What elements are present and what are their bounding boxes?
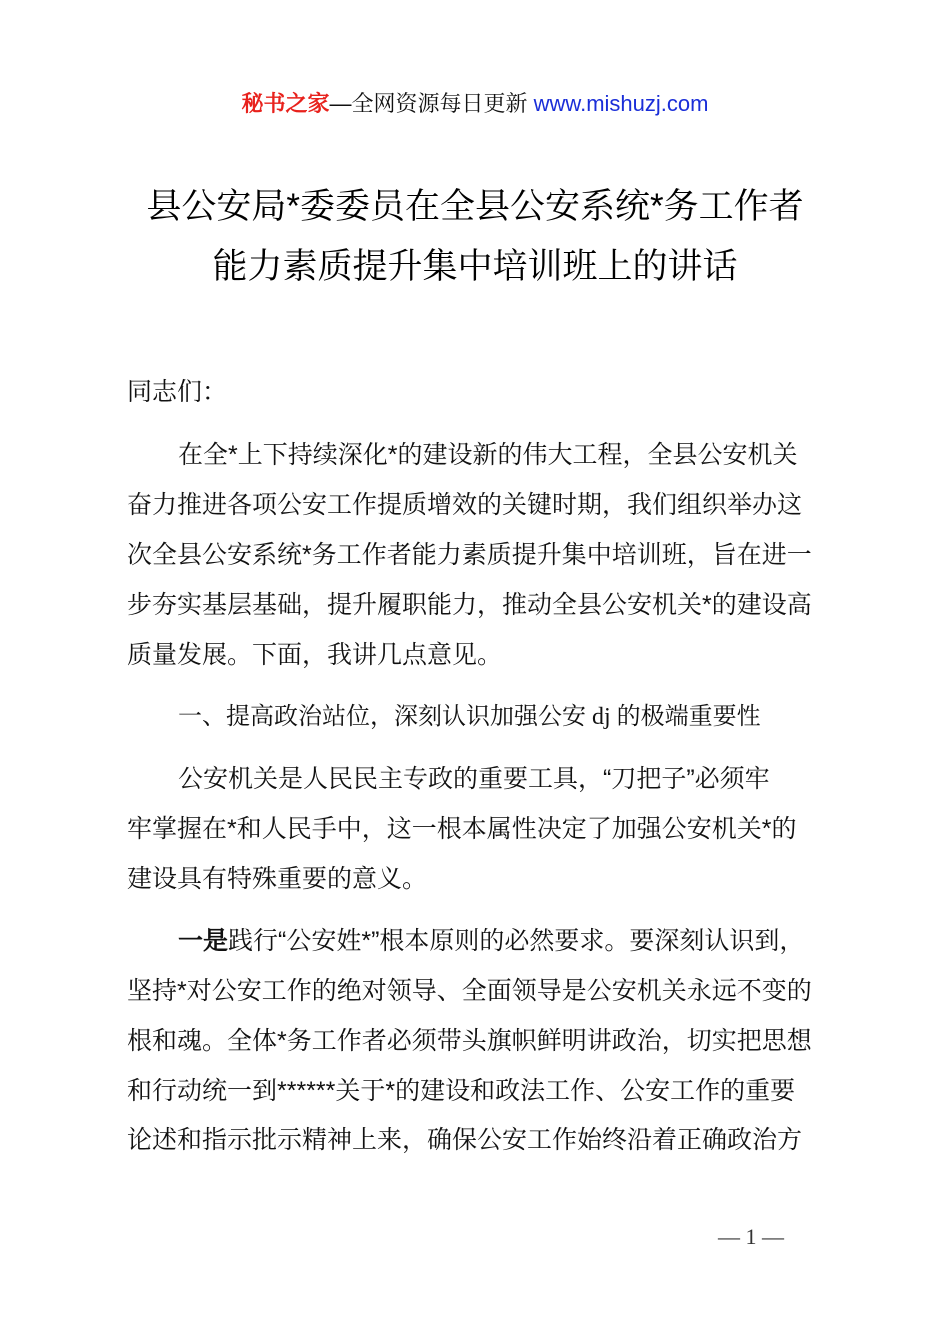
doc-title-line-1: 县公安局*委委员在全县公安系统*务工作者 [146, 187, 804, 226]
doc-title-line-2: 能力素质提升集中培训班上的讲话 [212, 247, 738, 286]
header-tagline: —全网资源每日更新 [329, 91, 534, 116]
paragraph-3-first-text: 践行“公安姓*”根本原则的必然要求。要深刻认识到， [228, 927, 805, 955]
paragraph-3-line: 根和魂。全体*务工作者必须带头旗帜鲜明讲政治，切实把思想 [127, 1027, 812, 1055]
paragraph-2-line: 牢掌握在*和人民手中，这一根本属性决定了加强公安机关*的 [127, 815, 797, 843]
site-header [0, 88, 950, 120]
paragraph-3-line [178, 924, 804, 958]
salutation: 同志们： [127, 378, 228, 406]
paragraph-1-line: 步夯实基层基础，提升履职能力，推动全县公安机关*的建设高 [127, 591, 812, 619]
paragraph-1-line: 在全*上下持续深化*的建设新的伟大工程，全县公安机关 [178, 441, 798, 469]
paragraph-3-line: 和行动统一到******关于*的建设和政法工作、公安工作的重要 [127, 1077, 796, 1105]
paragraph-1-line: 次全县公安系统*务工作者能力素质提升集中培训班，旨在进一 [127, 541, 812, 569]
paragraph-2-line: 建设具有特殊重要的意义。 [127, 865, 428, 893]
page-number: — 1 — [718, 1224, 784, 1249]
paragraph-1-line: 质量发展。下面，我讲几点意见。 [127, 641, 503, 669]
site-url-link[interactable]: www.mishuzj.com [533, 91, 709, 116]
bold-lead: 一是 [178, 927, 229, 955]
paragraph-1-line: 奋力推进各项公安工作提质增效的关键时期，我们组织举办这 [127, 491, 803, 519]
section-heading-1: 一、提高政治站位，深刻认识加强公安 dj 的极端重要性 [178, 704, 761, 730]
brand-name: 秘书之家 [241, 91, 330, 116]
paragraph-3-line: 坚持*对公安工作的绝对领导、全面领导是公安机关永远不变的 [127, 977, 812, 1005]
paragraph-3-line: 论述和指示批示精神上来，确保公安工作始终沿着正确政治方 [127, 1126, 803, 1154]
paragraph-2-line: 公安机关是人民民主专政的重要工具，“刀把子”必须牢 [178, 765, 770, 793]
